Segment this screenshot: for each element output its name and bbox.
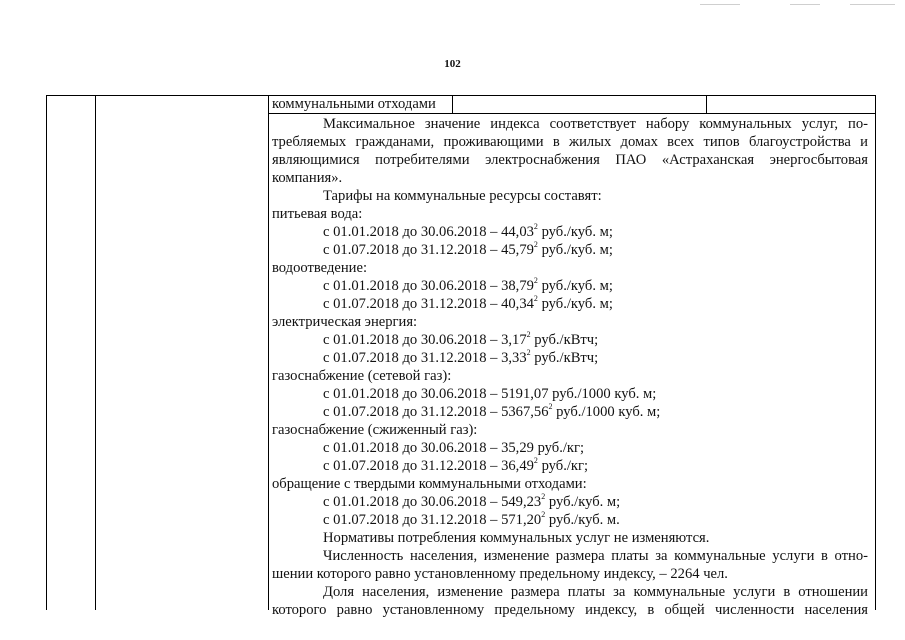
tariff-row: с 01.07.2018 до 31.12.2018 – 3,33$^2$ руб./кВтч; <box>323 348 599 366</box>
tariff-group-title: обращение с твердыми коммунальными отходами: <box>272 476 587 492</box>
paragraph-line: являющимися потребителями электроснабжения ПАО «Астраханская энергосбытовая <box>272 152 868 168</box>
paragraph-line: шении которого равно установленному предельному индексу, – 2264 чел. <box>272 566 728 582</box>
tariff-row: с 01.07.2018 до 31.12.2018 – 40,34$^2$ руб./куб. м; <box>323 294 613 312</box>
paragraph-line: Максимальное значение индекса соответствует набору коммунальных услуг, по- <box>323 116 868 132</box>
tariff-group-title: водоотведение: <box>272 260 368 276</box>
paragraph-line: которого равно установленному предельному индексу, в общей численности населения <box>272 602 868 618</box>
tariff-row: с 01.01.2018 до 30.06.2018 – 35,29 руб./кг; <box>323 440 585 456</box>
tariff-row: с 01.01.2018 до 30.06.2018 – 549,23$^2$ руб./куб. м; <box>323 492 621 510</box>
header-cell-text: коммунальными отходами <box>272 96 436 112</box>
tariff-group-title: питьевая вода: <box>272 206 363 222</box>
scan-artifact <box>850 4 895 5</box>
tariff-row: с 01.01.2018 до 30.06.2018 – 3,17$^2$ руб./кВтч; <box>323 330 599 348</box>
tariff-group-title: газоснабжение (сетевой газ): <box>272 368 452 384</box>
norms-statement: Нормативы потребления коммунальных услуг не изменяются. <box>323 530 710 546</box>
page-number: 102 <box>444 58 461 70</box>
paragraph-line: требляемых гражданами, проживающими в жилых домах всех типов благоустройства и <box>272 134 868 150</box>
tariff-row: с 01.01.2018 до 30.06.2018 – 38,79$^2$ руб./куб. м; <box>323 276 613 294</box>
tariff-row: с 01.01.2018 до 30.06.2018 – 5191,07 руб./1000 куб. м; <box>323 386 657 402</box>
paragraph-line: Численность населения, изменение размера платы за коммунальные услуги в отно- <box>323 548 868 564</box>
scan-artifact <box>790 4 820 5</box>
tariff-row: с 01.07.2018 до 31.12.2018 – 36,49$^2$ руб./кг; <box>323 456 589 474</box>
tariff-row: с 01.07.2018 до 31.12.2018 – 5367,56$^2$ руб./1000 куб. м; <box>323 402 661 420</box>
tariff-group-title: газоснабжение (сжиженный газ): <box>272 422 478 438</box>
tariff-group-title: электрическая энергия: <box>272 314 418 330</box>
tariffs-intro: Тарифы на коммунальные ресурсы составят: <box>323 188 602 204</box>
tariff-row: с 01.07.2018 до 31.12.2018 – 571,20$^2$ руб./куб. м. <box>323 510 620 528</box>
paragraph-line: компания». <box>272 170 343 186</box>
tariff-row: с 01.07.2018 до 31.12.2018 – 45,79$^2$ руб./куб. м; <box>323 240 613 258</box>
tariff-row: с 01.01.2018 до 30.06.2018 – 44,03$^2$ руб./куб. м; <box>323 222 613 240</box>
paragraph-line: Доля населения, изменение размера платы за коммунальные услуги в отношении <box>323 584 868 600</box>
scan-artifact <box>700 4 740 5</box>
